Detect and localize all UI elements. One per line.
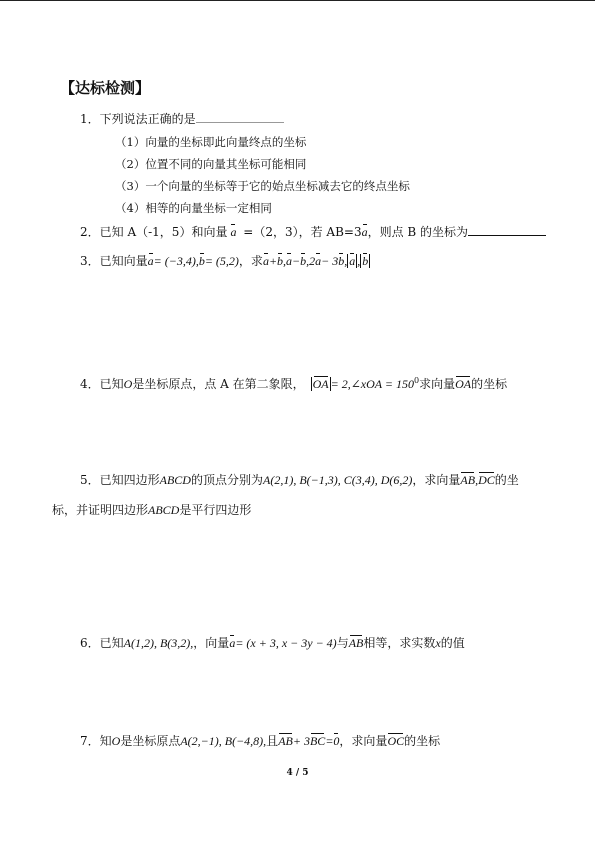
vector-ab: AB <box>460 473 476 487</box>
vector-a: a <box>230 225 237 239</box>
vector-a: a <box>361 225 368 239</box>
q1-stem: 1．下列说法正确的是 <box>80 112 196 126</box>
q2-answer-blank[interactable] <box>468 225 546 236</box>
vector-oa: OA <box>455 377 472 391</box>
page-number: 4 / 5 <box>286 768 309 778</box>
top-border <box>0 0 595 1</box>
question-7: 7．知O是坐标原点A(2,−1), B(−4,8),且AB+ 3BC=0，求向量OC的坐标 <box>80 734 441 748</box>
question-5-line-2: 标，并证明四边形ABCD是平行四边形 <box>52 503 252 517</box>
q1-option-1: （1）向量的坐标即此向量终点的坐标 <box>115 135 307 149</box>
question-2: 2．已知 A（-1，5）和向量 a =（2，3），若 AB=3a，则点 B 的坐标为 <box>80 224 546 240</box>
vector-bc: BC <box>309 734 326 748</box>
abs-vector-a: a <box>349 254 356 268</box>
question-4: 4．已知O是坐标原点，点 A 在第二象限， OA = 2,∠xOA = $150^0$求向量OA的坐标 <box>80 376 508 391</box>
vector-b: b <box>198 254 205 268</box>
q1-option-2: （2）位置不同的向量其坐标可能相同 <box>115 157 307 171</box>
q1-option-4: （4）相等的向量坐标一定相同 <box>115 201 272 215</box>
zero-vector: 0 <box>333 734 340 748</box>
q1-answer-blank[interactable] <box>196 112 284 123</box>
question-1 <box>80 111 284 127</box>
vector-dc: DC <box>478 473 495 487</box>
question-6: 6．已知A(1,2), B(3,2),，向量a= (x + 3, x − 3y − 4)与AB相等，求实数x的值 <box>80 636 465 650</box>
abs-vector-oa: OA <box>312 377 329 391</box>
vector-ab: AB <box>348 636 364 650</box>
q1-option-3: （3）一个向量的坐标等于它的始点坐标减去它的终点坐标 <box>115 179 410 193</box>
question-5: 5．已知四边形ABCD的顶点分别为A(2,1), B(−1,3), C(3,4), D(6,2)，求向量AB,DC的坐 <box>80 473 519 487</box>
vector-ab: AB <box>278 734 293 748</box>
abs-vector-b: b <box>362 254 369 268</box>
question-3: 3．已知向量a= (−3,4),b= (5,2)，求a+b,a−b,2a− 3b, a , b <box>80 254 369 268</box>
section-title: 【达标检测】 <box>60 79 151 97</box>
vector-oc: OC <box>387 734 405 748</box>
